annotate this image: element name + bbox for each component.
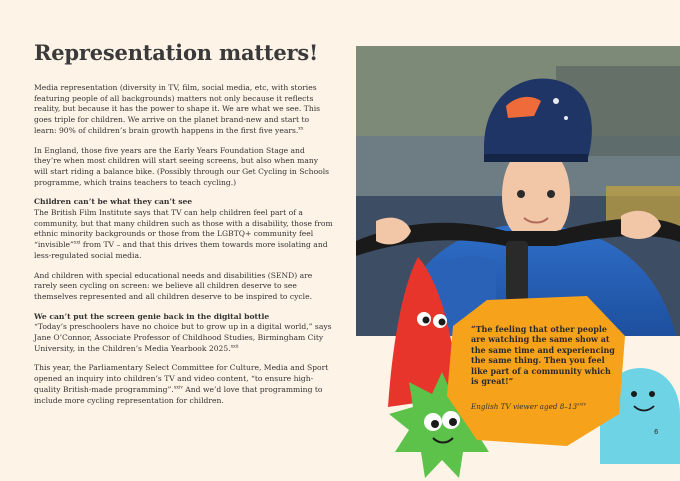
paragraph-text: And we’d love that programming to include more cycling representation for children. — [34, 384, 323, 405]
quote-text: “The feeling that other people are watching the same show at the same time and experiencing the same thing. Then you feel like part of a community which is great!” — [471, 324, 615, 387]
quote-attribution-text: English TV viewer aged 8–13 — [471, 402, 578, 411]
paragraph-text: And children with special educational needs and disabilities (SEND) are rarely seen cycling on screen: we believe all children deserve to see themselves represented and all children deserve to be inspired to cycle. — [34, 270, 313, 301]
paragraph-text: In England, those five years are the Early Years Foundation Stage and they’re when most children will start seeing screens, but also when many will start riding a balance bike. (Possibly through our Get Cycling in Schools programme, which trains teachers to teach cycling.) — [34, 145, 330, 187]
paragraph-intro — [34, 83, 334, 137]
paragraph-bfi — [34, 197, 334, 261]
paragraph-genie — [34, 312, 334, 355]
footnote-ref: xxii — [230, 344, 239, 350]
paragraph-text: “Today’s preschoolers have no choice but to grow up in a digital world,” says Jane O’Connor, Associate Professor of Childhood Studies, Birmingham City University, in the Children’s Media Yearbook 2025. — [34, 322, 332, 353]
page-title: Representation matters! — [34, 40, 319, 65]
section-heading: We can’t put the screen genie back in the digital bottle — [34, 311, 270, 321]
footnote-ref: xx — [298, 126, 304, 132]
paragraph-text: from TV – and that this drives them towards more isolating and less-regulated social media. — [34, 240, 328, 260]
section-heading: Children can’t be what they can’t see — [34, 197, 193, 207]
page-number: 6 — [654, 428, 659, 436]
footnote-ref: xxiv — [173, 385, 183, 391]
paragraph-eyfs — [34, 146, 334, 189]
quote-callout — [447, 296, 625, 446]
footnote-ref: xxiv — [577, 402, 587, 408]
paragraph-committee — [34, 363, 334, 406]
paragraph-text: This year, the Parliamentary Select Committee for Culture, Media and Sport opened an inquiry into children’s TV and video content, “to ensure high-quality British-made programming”. — [34, 363, 329, 394]
paragraph-send — [34, 271, 334, 303]
paragraph-text: The British Film Institute says that TV can help children feel part of a community, but that many children such as those with a disability, those from ethnic minority backgrounds or those from the LGBTQ+ community feel “invisible” — [34, 208, 333, 250]
footnote-ref: xxi — [73, 240, 81, 246]
quote-attribution — [471, 402, 621, 411]
paragraph-text: Media representation (diversity in TV, film, social media, etc, with stories featuring people of all backgrounds) matters not only because it reflects reality, but because it has the power to shape it. We are what we see. This goes triple for children. We arrive on the planet brand-new and start to learn: 90% of children’s brain growth happens in the first five years. — [34, 83, 321, 135]
article-column — [34, 40, 334, 415]
